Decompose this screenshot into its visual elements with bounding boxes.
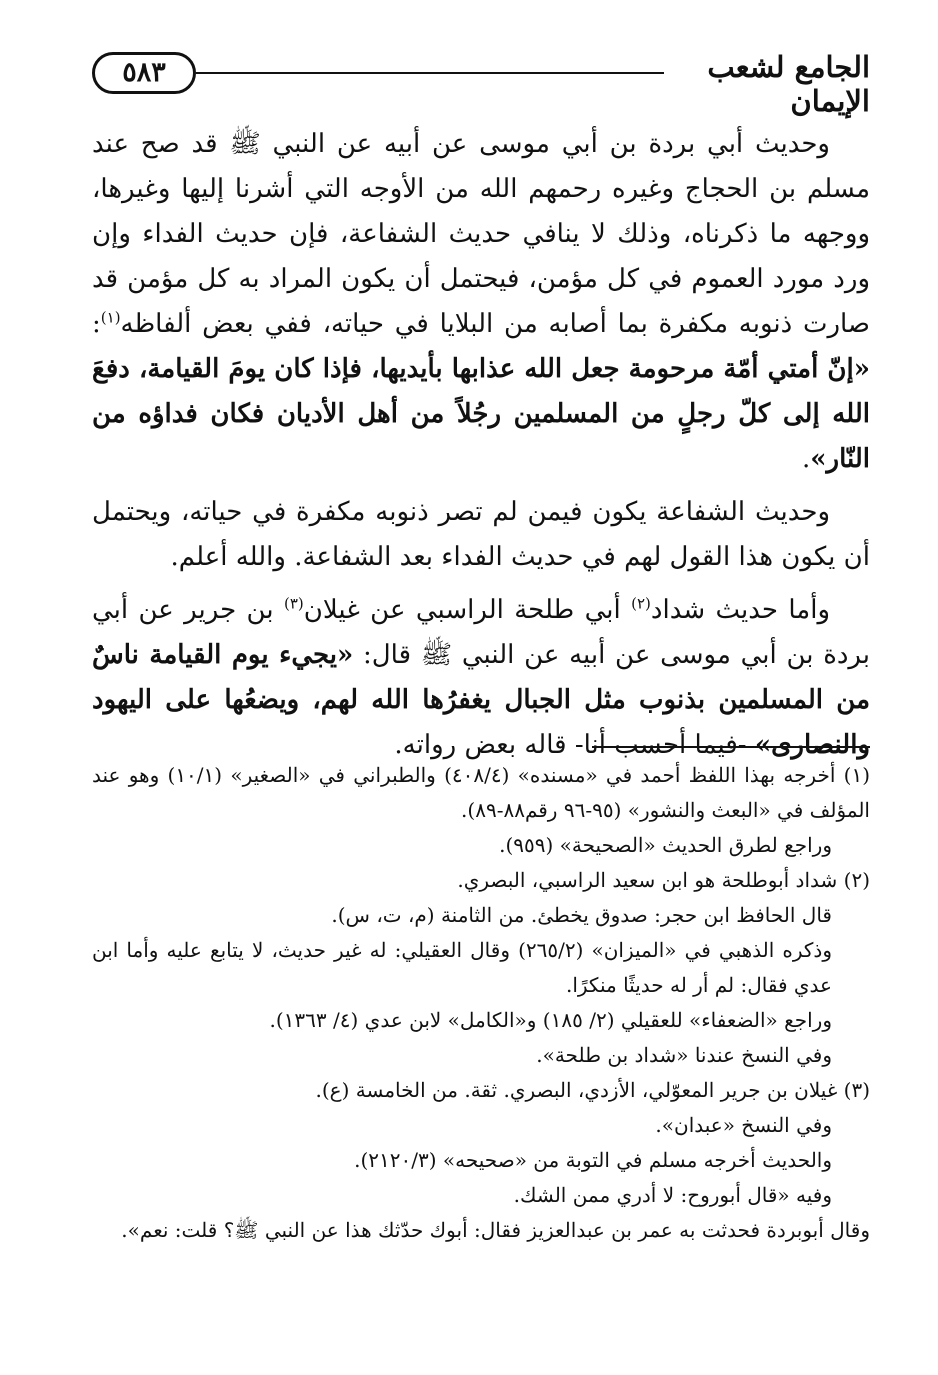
p1-end: . <box>802 444 811 474</box>
footnote-3-line: وفي النسخ «عبدان». <box>655 1113 832 1137</box>
p3-text-d: -فيما أحسب أنا- قاله بعض رواته. <box>394 730 755 760</box>
footnotes <box>92 758 870 1248</box>
p3-text-a: وأما حديث شداد <box>650 595 830 625</box>
page-number: ٥٨٣ <box>92 52 196 94</box>
paragraph-3 <box>92 588 870 768</box>
footnote-1: (١) أخرجه بهذا اللفظ أحمد في «مسنده» (٤٠٨/٤) والطبراني في «الصغير» (١٠/١) وهو عند المؤلف في «البعث والنشور» (٩٥-٩٦ رقم٨٨-٨٩). <box>92 763 870 822</box>
main-text <box>92 122 870 776</box>
p3-text-c: بن جرير عن أبي بردة بن أبي موسى عن أبيه عن النبي ﷺ قال: <box>92 595 870 670</box>
footnote-2-line: قال الحافظ ابن حجر: صدوق يخطئ. من الثامنة (م، ت، س). <box>331 903 832 927</box>
footnote-2-line: وفي النسخ عندنا «شداد بن طلحة». <box>536 1043 832 1067</box>
hadith-quote-2: «يجيء يوم القيامة ناسٌ من المسلمين بذنوب مثل الجبال يغفرُها الله لهم، ويضعُها على اليهود والنصارى» <box>92 640 870 760</box>
footnote-3: (٣) غيلان بن جرير المعوّلي، الأزدي، البصري. ثقة. من الخامسة (ع). <box>315 1078 870 1102</box>
paragraph-1 <box>92 122 870 482</box>
p1-colon: : <box>92 309 101 339</box>
paragraph-2: وحديث الشفاعة يكون فيمن لم تصر ذنوبه مكفرة في حياته، ويحتمل أن يكون هذا القول لهم في حديث الفداء بعد الشفاعة. والله أعلم. <box>92 497 870 572</box>
footnote-3-line: والحديث أخرجه مسلم في التوبة من «صحيحه» (٢١٢٠/٣). <box>354 1148 832 1172</box>
header-rule <box>196 72 664 74</box>
footnote-ref-1: (١) <box>100 308 121 327</box>
book-title: الجامع لشعب الإيمان <box>707 50 870 118</box>
page-header <box>92 46 870 118</box>
p1-text: وحديث أبي بردة بن أبي موسى عن أبيه عن النبي ﷺ قد صح عند مسلم بن الحجاج وغيره رحمهم الله من الأوجه التي أشرنا إليها وغيرها، ووجهه ما ذكرناه، وذلك لا ينافي حديث الشفاعة، فإن حديث الفداء وإن ورد مورد العموم في كل مؤمن، فيحتمل أن يكون المراد به كل مؤمن قد صارت ذنوبه مكفرة بما أصابه من البلايا في حياته، ففي بعض ألفاظه <box>92 129 870 339</box>
footnote-2: (٢) شداد أبوطلحة هو ابن سعيد الراسبي، البصري. <box>457 868 870 892</box>
footnote-3-line: وفيه «قال أبوروح: لا أدري ممن الشك. <box>513 1183 832 1207</box>
footnote-separator <box>592 746 870 748</box>
footnote-2-line: وراجع «الضعفاء» للعقيلي (٢/ ١٨٥) و«الكامل» لابن عدي (٤/ ١٣٦٣). <box>269 1008 832 1032</box>
footnote-3-line: وقال أبوبردة فحدثت به عمر بن عبدالعزيز فقال: أبوك حدّثك هذا عن النبي ﷺ؟ قلت: نعم». <box>121 1218 870 1242</box>
footnote-2-line: وذكره الذهبي في «الميزان» (٢٦٥/٢) وقال العقيلي: له غير حديث، لا يتابع عليه وأما ابن عدي فقال: لم أر له حديثًا منكرًا. <box>92 938 833 997</box>
hadith-quote-1: «إنّ أمتي أمّة مرحومة جعل الله عذابها بأيديها، فإذا كان يومَ القيامة، دفعَ الله إلى كلّ رجلٍ من المسلمين رجُلاً من أهل الأديان فكان فداؤه من النّار» <box>92 354 870 474</box>
footnote-1-line: وراجع لطرق الحديث «الصحيحة» (٩٥٩). <box>499 833 832 857</box>
footnote-ref-2: (٢) <box>631 594 651 613</box>
footnote-ref-3: (٣) <box>283 594 304 613</box>
p3-text-b: أبي طلحة الراسبي عن غيلان <box>303 595 632 625</box>
